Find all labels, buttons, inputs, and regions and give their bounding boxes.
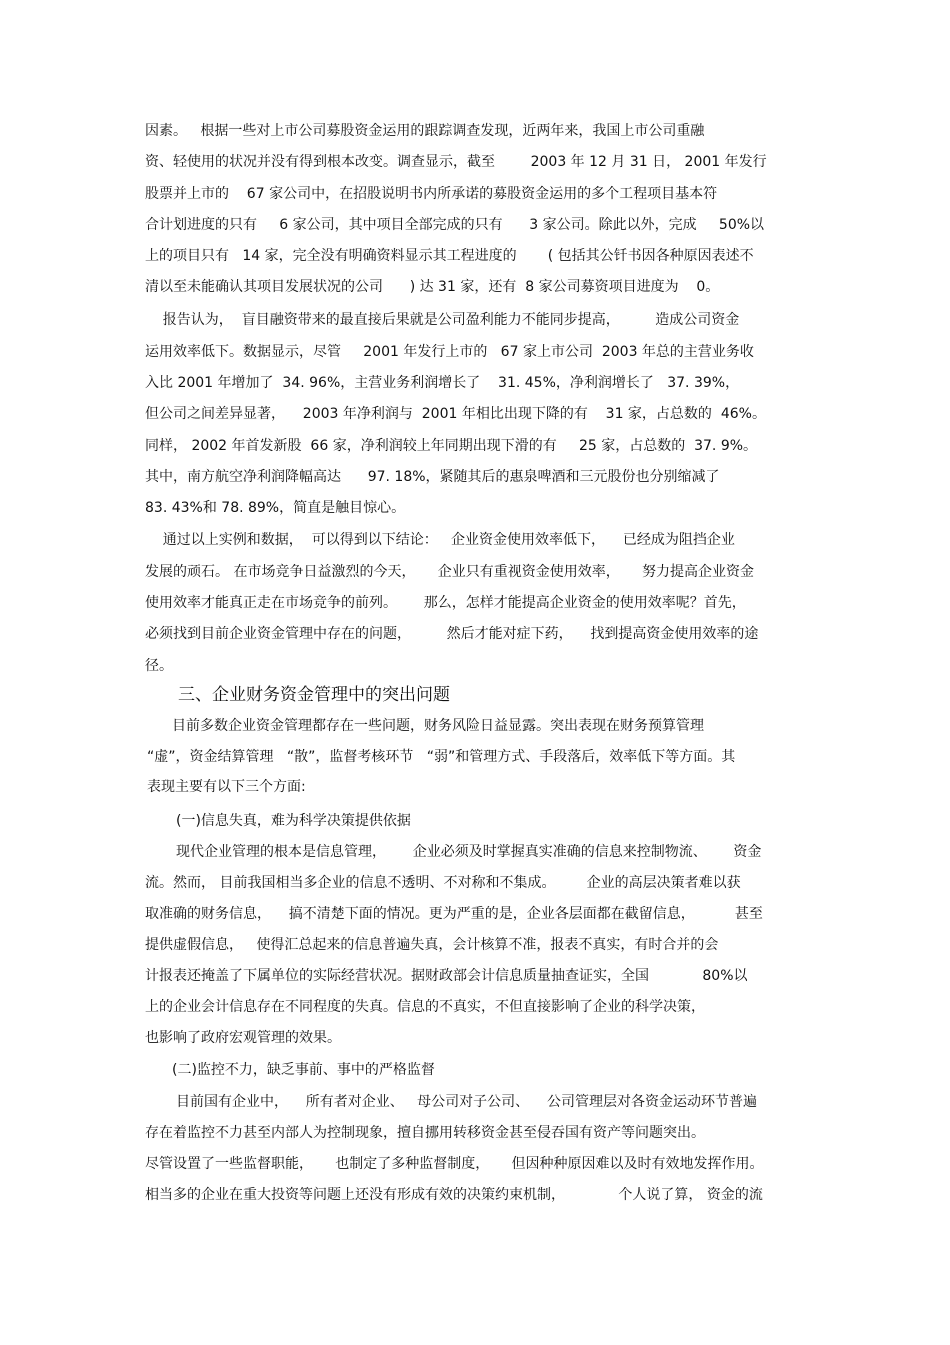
text-line: 其中，南方航空净利润降幅高达 97. 18%，紧随其后的惠泉啤酒和三元股份也分别缩减了 [145,469,720,485]
text-line: 使用效率才能真正走在市场竞争的前列。 那么，怎样才能提高企业资金的使用效率呢？首先， [145,595,746,611]
text-line: 存在着监控不力甚至内部人为控制现象，擅自挪用转移资金甚至侵吞国有资产等问题突出。 [145,1125,705,1141]
text-line: 相当多的企业在重大投资等问题上还没有形成有效的决策约束机制， 个人说了算， 资金的流 [145,1187,763,1203]
text-line: 股票并上市的 67 家公司中，在招股说明书内所承诺的募股资金运用的多个工程项目基本符 [145,186,718,202]
text-line: 取准确的财务信息， 搞不清楚下面的情况。更为严重的是，企业各层面都在截留信息， 甚至 [145,906,763,922]
subsection-heading: (二)监控不力，缺乏事前、事中的严格监督 [172,1062,435,1078]
text-line: 现代企业管理的根本是信息管理， 企业必须及时掌握真实准确的信息来控制物流、 资金 [176,844,762,860]
text-line: 上的企业会计信息存在不同程度的失真。信息的不真实，不但直接影响了企业的科学决策， [145,999,705,1015]
text-line: 但公司之间差异显著， 2003 年净利润与 2001 年相比出现下降的有 31 家，占总数的 46%。 [145,406,766,422]
text-line: 表现主要有以下三个方面: [147,779,306,795]
text-line: 也影响了政府宏观管理的效果。 [145,1030,341,1046]
text-line: 目前国有企业中， 所有者对企业、 母公司对子公司、 公司管理层对各资金运动环节普遍 [176,1094,757,1110]
text-line: 报告认为， 盲目融资带来的最直接后果就是公司盈利能力不能同步提高， 造成公司资金 [145,312,740,328]
text-line: 上的项目只有 14 家，完全没有明确资料显示其工程进度的 ( 包括其公钎书因各种原因表述不 [145,248,754,264]
section-title: 三、企业财务资金管理中的突出问题 [178,685,450,705]
text-line: 入比 2001 年增加了 34. 96%，主营业务利润增长了 31. 45%，净利润增长了 37. 39%， [145,375,740,391]
text-line: 尽管设置了一些监督职能， 也制定了多种监督制度， 但因种种原因难以及时有效地发挥作用。 [145,1156,764,1172]
text-line: 径。 [145,658,173,674]
text-line: 合计划进度的只有 6 家公司，其中项目全部完成的只有 3 家公司。除此以外，完成 50%以 [145,217,765,233]
text-line: 通过以上实例和数据， 可以得到以下结论： 企业资金使用效率低下， 已经成为阻挡企业 [145,532,735,548]
text-line: 计报表还掩盖了下属单位的实际经营状况。据财政部会计信息质量抽查证实，全国 80%以 [145,968,748,984]
text-line: 必须找到目前企业资金管理中存在的问题， 然后才能对症下药， 找到提高资金使用效率的途 [145,626,759,642]
text-line: “虚”，资金结算管理 “散”，监督考核环节 “弱”和管理方式、手段落后，效率低下等方面。其 [147,749,736,765]
text-line: 同样， 2002 年首发新股 66 家，净利润较上年同期出现下滑的有 25 家，占总数的 37. 9%。 [145,438,758,454]
text-line: 发展的顽石。 在市场竞争日益激烈的今天， 企业只有重视资金使用效率， 努力提高企业资金 [145,564,754,580]
text-line: 流。然而， 目前我国相当多企业的信息不透明、不对称和不集成。 企业的高层决策者难以获 [145,875,741,891]
text-line: 运用效率低下。数据显示，尽管 2001 年发行上市的 67 家上市公司 2003 年总的主营业务收 [145,344,754,360]
text-line: 资、轻使用的状况并没有得到根本改变。调查显示，截至 2003 年 12 月 31 日， 2001 年发行 [145,154,767,170]
text-line: 清以至未能确认其项目发展状况的公司 ) 达 31 家，还有 8 家公司募资项目进度为 0。 [145,279,720,295]
text-line: 83. 43%和 78. 89%，简直是触目惊心。 [145,500,406,516]
text-line: 提供虚假信息， 使得汇总起来的信息普遍失真，会计核算不准，报表不真实，有时合并的会 [145,937,719,953]
subsection-heading: (一)信息失真，难为科学决策提供依据 [176,813,411,829]
text-line: 目前多数企业资金管理都存在一些问题，财务风险日益显露。突出表现在财务预算管理 [172,718,704,734]
text-line: 因素。 根据一些对上市公司募股资金运用的跟踪调查发现，近两年来，我国上市公司重融 [145,123,705,139]
